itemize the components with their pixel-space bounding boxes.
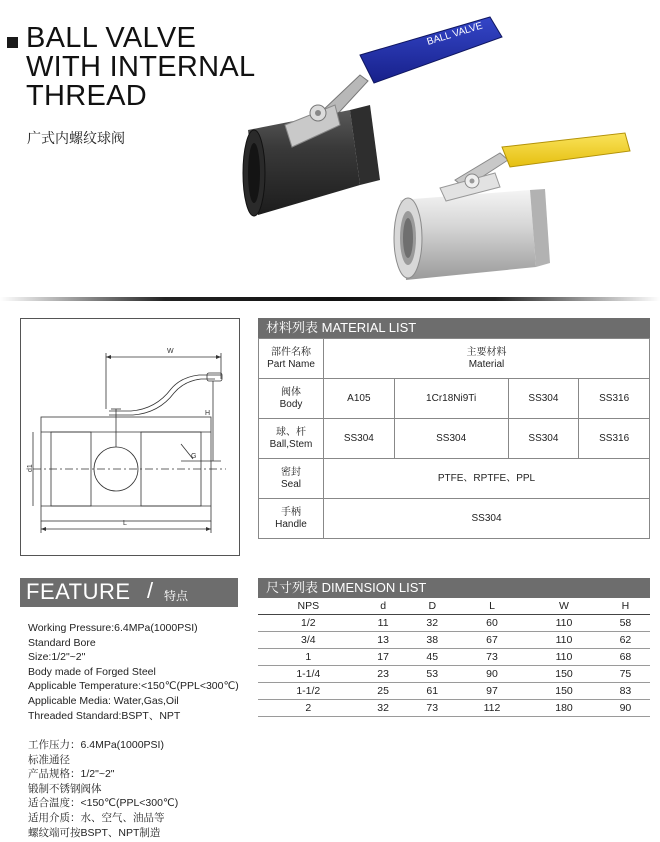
table-cell: 150 [555, 668, 573, 680]
feature-slash: / [147, 578, 154, 603]
feature-item: Threaded Standard:BSPT、NPT [28, 709, 181, 722]
material-cell: SS316 [579, 419, 650, 459]
material-row-body [259, 379, 650, 419]
row-label [259, 459, 324, 499]
material-row-ball-stem [259, 419, 650, 459]
table-cell: 32 [377, 702, 389, 714]
feature-item: 标准通径 [28, 753, 70, 766]
yellow-handle [502, 133, 630, 167]
table-cell: 90 [619, 702, 632, 714]
part-name-en: Part Name [267, 358, 315, 370]
table-cell: 75 [619, 668, 632, 680]
row-label-en: Seal [280, 478, 301, 490]
table-cell: 13 [377, 634, 389, 646]
table-cell: 90 [486, 668, 498, 680]
row-label-zh: 手柄 [281, 506, 301, 518]
table-cell: 3/4 [300, 634, 316, 646]
feature-item: Applicable Media: Water,Gas,Oil [28, 694, 179, 707]
material-cell: SS304 [394, 419, 508, 459]
column-header: L [489, 600, 495, 612]
table-cell: 1/2 [300, 617, 316, 629]
dim-label-d1: d1 [27, 464, 34, 472]
material-cell: A105 [324, 379, 395, 419]
table-cell: 58 [619, 617, 632, 629]
feature-title-en: FEATURE [26, 579, 131, 604]
part-name-zh: 部件名称 [271, 346, 311, 358]
feature-item: 适合温度：<150℃(PPL<300℃) [28, 797, 179, 810]
table-cell: 180 [555, 702, 573, 714]
table-cell: 1-1/4 [296, 668, 321, 680]
table-cell: 1 [305, 651, 312, 663]
table-cell: 73 [486, 651, 498, 663]
material-header [324, 339, 650, 379]
table-cell: 32 [426, 617, 439, 629]
product-photos [240, 5, 650, 290]
row-label-en: Body [279, 398, 303, 410]
material-en: Material [468, 358, 505, 370]
material-table-header-row [259, 339, 650, 379]
page-subtitle: 广式内螺纹球阀 [27, 130, 125, 146]
table-cell: 23 [377, 668, 389, 680]
table-row [258, 683, 650, 700]
table-cell: 38 [426, 634, 439, 646]
feature-item: 螺纹端可按BSPT、NPT制造 [28, 826, 161, 839]
feature-item: Standard Bore [28, 636, 96, 649]
dim-label-w: W [167, 348, 174, 355]
feature-item: Applicable Temperature:<150℃(PPL<300℃) [28, 680, 239, 693]
table-cell: 62 [619, 634, 632, 646]
material-cell: SS304 [508, 379, 579, 419]
table-row [258, 700, 650, 717]
table-cell: 83 [619, 685, 632, 697]
table-cell: 45 [426, 651, 439, 663]
feature-item: 产品规格：1/2"~2" [28, 768, 115, 781]
silver-valve [394, 133, 630, 280]
table-cell: 97 [486, 685, 498, 697]
table-cell: 110 [555, 634, 573, 646]
material-cell: SS316 [579, 379, 650, 419]
material-cell: SS304 [324, 499, 650, 539]
row-label-en: Ball,Stem [269, 438, 313, 450]
material-row-handle [259, 499, 650, 539]
dimension-table [258, 598, 650, 717]
table-cell: 1-1/2 [296, 685, 321, 697]
page-title [26, 24, 255, 111]
table-cell: 110 [555, 651, 573, 663]
title-line-3: THREAD [26, 80, 148, 112]
material-table [258, 338, 650, 539]
table-cell: 68 [619, 651, 632, 663]
column-header: d [380, 600, 387, 612]
column-header: W [559, 600, 569, 612]
feature-item: Body made of Forged Steel [28, 665, 156, 678]
row-label-zh: 阀体 [281, 386, 301, 398]
table-row [258, 632, 650, 649]
column-header: D [428, 600, 437, 612]
table-cell: 2 [305, 702, 312, 714]
table-cell: 150 [555, 685, 573, 697]
column-header: H [621, 600, 630, 612]
technical-drawing [20, 318, 240, 556]
feature-item: Working Pressure:6.4MPa(1000PSI) [28, 622, 198, 634]
material-cell: SS304 [324, 419, 395, 459]
feature-item: 工作压力：6.4MPa(1000PSI) [28, 739, 164, 751]
part-name-header [259, 339, 324, 379]
row-label [259, 499, 324, 539]
feature-item: 适用介质：水、空气、油品等 [28, 811, 165, 824]
row-label-zh: 密封 [281, 466, 301, 478]
dim-label-g: G [191, 453, 197, 460]
title-bullet [7, 37, 18, 48]
feature-header [20, 578, 238, 607]
table-row [258, 615, 650, 632]
material-cell: PTFE、RPTFE、PPL [324, 459, 650, 499]
dimension-header-row [258, 598, 650, 615]
section-divider [0, 297, 660, 301]
row-label-zh: 球、杆 [276, 426, 306, 438]
dim-label-l: L [123, 520, 127, 527]
feature-title-zh: 特点 [164, 589, 189, 603]
table-row [258, 649, 650, 666]
row-label [259, 419, 324, 459]
table-cell: 60 [486, 617, 498, 629]
title-line-1: BALL VALVE [26, 22, 197, 54]
handle-label: BALL VALVE [425, 20, 484, 48]
table-row [258, 666, 650, 683]
feature-item: 锻制不锈钢阀体 [28, 782, 102, 795]
material-zh: 主要材料 [466, 346, 507, 358]
table-cell: 112 [483, 702, 501, 714]
table-cell: 67 [486, 634, 498, 646]
row-label [259, 379, 324, 419]
cross-section-drawing [21, 319, 239, 555]
material-cell: SS304 [508, 419, 579, 459]
feature-list-zh [28, 738, 178, 840]
table-cell: 11 [377, 617, 389, 629]
material-cell: 1Cr18Ni9Ti [394, 379, 508, 419]
row-label-en: Handle [275, 518, 307, 530]
table-cell: 73 [426, 702, 439, 714]
dim-label-h: H [205, 410, 211, 417]
table-cell: 25 [377, 685, 389, 697]
table-cell: 17 [377, 651, 389, 663]
material-list-header: 材料列表 MATERIAL LIST [258, 318, 650, 338]
table-cell: 110 [555, 617, 573, 629]
table-cell: 61 [426, 685, 439, 697]
feature-item: Size:1/2"~2" [28, 651, 86, 664]
table-cell: 53 [426, 668, 439, 680]
material-row-seal [259, 459, 650, 499]
title-line-2: WITH INTERNAL [26, 51, 256, 83]
feature-list-en [28, 621, 239, 723]
column-header: NPS [297, 600, 320, 612]
dimension-list-header: 尺寸列表 DIMENSION LIST [258, 578, 650, 598]
